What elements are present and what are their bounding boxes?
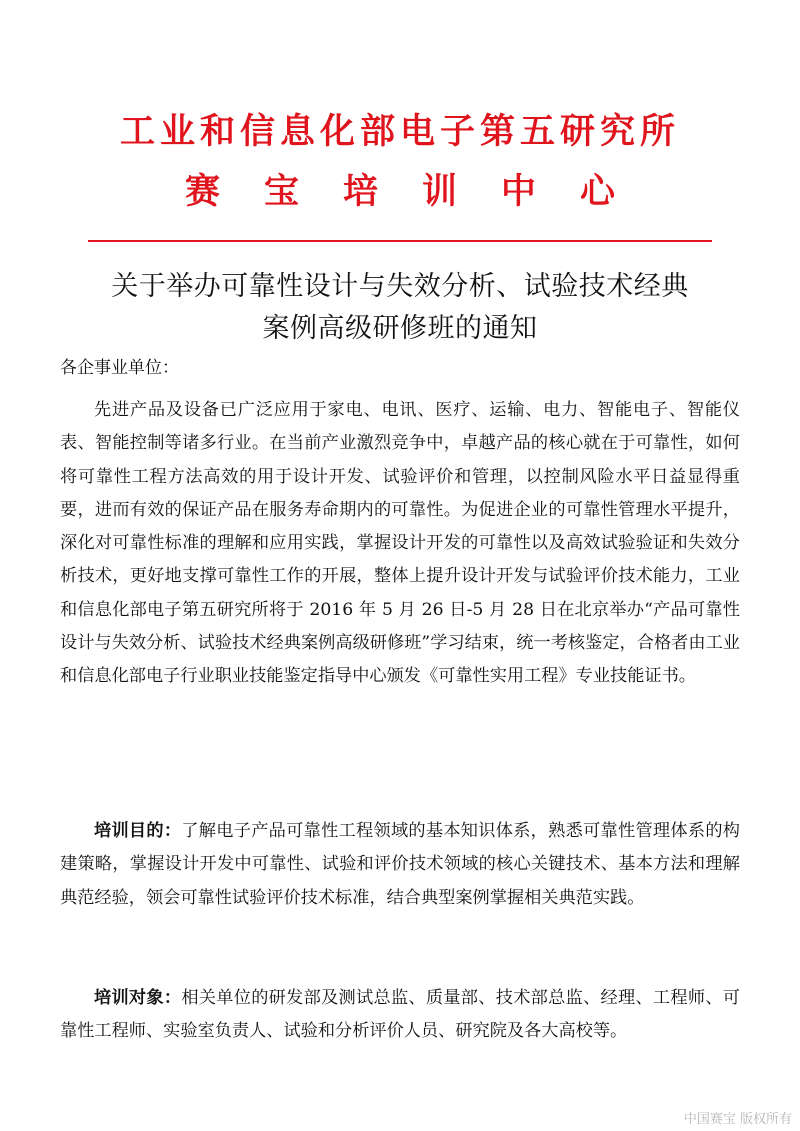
notice-title-line-2: 案例高级研修班的通知 <box>262 313 538 344</box>
intro-paragraph: 先进产品及设备已广泛应用于家电、电讯、医疗、运输、电力、智能电子、智能仪表、智能控制等诸多行业。在当前产业激烈竞争中，卓越产品的核心就在于可靠性，如何将可靠性工程方法高效的用于设计开发、试验评价和管理，以控制风险水平日益显得重要，进而有效的保证产品在服务寿命期内的可靠性。为促进企业的可靠性管理水平提升，深化对可靠性标准的理解和应用实践，掌握设计开发的可靠性以及高效试验验证和失效分析技术，更好地支撑可靠性工作的开展，整体上提升设计开发与试验评价技术能力，工业和信息化部电子第五研究所将于 2016 年 5 月 26 日-5 月 28 日在北京举办“产品可靠性设计与失效分析、试验技术经典案例高级研修班”学习结束，统一考核鉴定，合格者由工业和信息化部电子行业职业技能鉴定指导中心颁发《可靠性实用工程》专业技能证书。 <box>60 400 740 687</box>
training-target-paragraph <box>60 982 740 1049</box>
training-goal-text: 了解电子产品可靠性工程领域的基本知识体系，熟悉可靠性管理体系的构建策略，掌握设计开发中可靠性、试验和评价技术领域的核心关键技术、基本方法和理解典范经验，领会可靠性试验评价技术标准，结合典型案例掌握相关典范实践。 <box>60 821 740 908</box>
notice-title-line-1: 关于举办可靠性设计与失效分析、试验技术经典 <box>111 271 689 302</box>
training-target-text: 相关单位的研发部及测试总监、质量部、技术部总监、经理、工程师、可靠性工程师、实验室负责人、试验和分析评价人员、研究院及各大高校等。 <box>60 988 740 1042</box>
training-target-label: 培训对象： <box>94 988 182 1008</box>
header-divider <box>88 240 712 242</box>
training-goal-paragraph <box>60 815 740 915</box>
organization-name: 工业和信息化部电子第五研究所 <box>119 111 680 152</box>
copyright-watermark: 中国赛宝 版权所有 <box>683 1112 792 1127</box>
training-center-name: 赛宝培训中心 <box>184 171 659 212</box>
training-goal-label: 培训目的： <box>94 821 182 841</box>
salutation: 各企事业单位： <box>60 358 179 378</box>
